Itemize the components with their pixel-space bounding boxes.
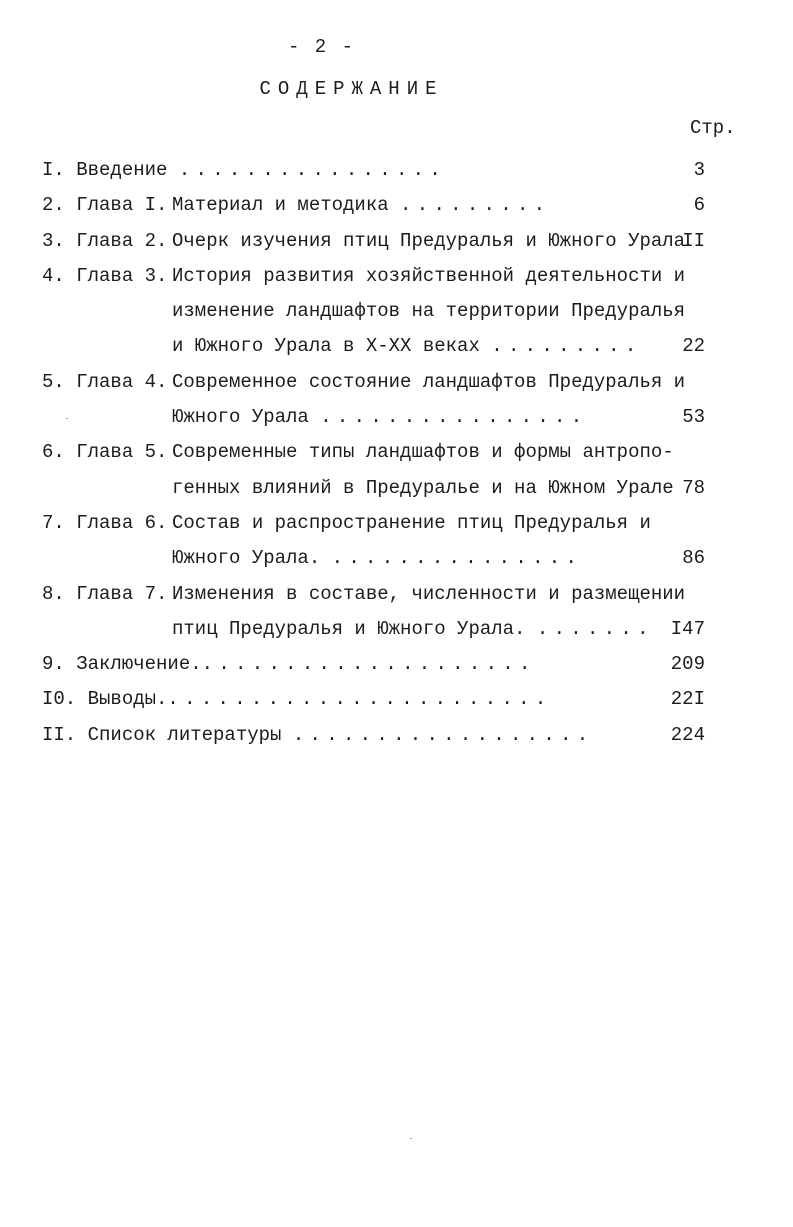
toc-entry-text xyxy=(42,153,446,188)
toc-leader-dots: ............... xyxy=(331,547,583,570)
toc-entry-title: Материал и методика xyxy=(172,194,389,217)
toc-entry-text xyxy=(42,718,594,753)
toc-leader-dots: ....................... xyxy=(167,688,552,711)
toc-entry-continuation xyxy=(0,329,793,364)
toc-leader-dots: .................... xyxy=(201,653,536,676)
toc-entry xyxy=(0,647,793,682)
toc-entry-title: II. Список литературы xyxy=(42,723,282,746)
toc-entry xyxy=(0,718,793,753)
toc-entry-page: 78 xyxy=(682,476,705,499)
toc-entry-text xyxy=(172,541,582,576)
toc-entry-chapter-label: 8. Глава 7. xyxy=(42,582,168,605)
toc-leader-dots: ....... xyxy=(536,617,654,640)
toc-entry-text: генных влияний в Предуралье и на Южном Урале xyxy=(172,476,674,499)
toc-entry-chapter-label: 5. Глава 4. xyxy=(42,370,168,393)
toc-entry-page: 209 xyxy=(670,653,705,676)
toc-entry-text xyxy=(42,682,552,717)
toc-entry-title: I0. Выводы. xyxy=(42,688,168,711)
page-column-label: Стр. xyxy=(690,117,736,139)
toc-entry-title: Южного Урала xyxy=(172,406,309,429)
toc-entry-text: Изменения в составе, численности и размещении xyxy=(172,582,686,605)
toc-entry-text: Современное состояние ландшафтов Предуралья и xyxy=(172,370,686,393)
toc-entry xyxy=(0,188,793,223)
toc-leader-dots: ................ xyxy=(178,159,447,181)
toc-entry-chapter-label: 3. Глава 2. xyxy=(42,229,168,252)
toc-entry-text xyxy=(42,647,536,682)
toc-entry-text: изменение ландшафтов на территории Предуралья xyxy=(172,300,686,323)
toc-entry-continuation xyxy=(0,541,793,576)
toc-entry-page: 3 xyxy=(693,159,705,181)
scan-speck xyxy=(410,1138,412,1139)
toc-entry-title: птиц Предуралья и Южного Урала. xyxy=(172,617,526,640)
toc-entry-page: 22 xyxy=(682,335,705,358)
toc-entry-text xyxy=(172,329,642,364)
toc-leader-dots: ......... xyxy=(400,194,551,217)
toc-entry-continuation xyxy=(0,471,793,506)
toc-entry xyxy=(0,506,793,541)
toc-entry-text: Современные типы ландшафтов и формы антропо- xyxy=(172,441,674,464)
toc-entry xyxy=(0,224,793,259)
page-number: - 2 - xyxy=(287,36,355,58)
toc-entry-page: 53 xyxy=(682,406,705,429)
scan-speck xyxy=(66,418,68,419)
toc-leader-dots: .................. xyxy=(292,723,594,746)
toc-entry xyxy=(0,682,793,717)
toc-entry-text xyxy=(172,400,587,435)
table-of-contents xyxy=(0,153,793,753)
toc-entry xyxy=(0,365,793,400)
toc-entry-page: 86 xyxy=(682,547,705,570)
toc-entry xyxy=(0,259,793,294)
page-title: СОДЕРЖАНИЕ xyxy=(259,78,444,100)
toc-entry-title: и Южного Урала в X-XX веках xyxy=(172,335,480,358)
toc-entry-text: История развития хозяйственной деятельности и xyxy=(172,264,686,287)
toc-entry-page: II xyxy=(682,229,705,252)
toc-entry-text: Очерк изучения птиц Предуралья и Южного Урала xyxy=(172,229,686,252)
toc-entry xyxy=(0,435,793,470)
toc-entry-page: 6 xyxy=(693,194,705,217)
toc-entry-page: 22I xyxy=(670,688,705,711)
toc-entry xyxy=(0,153,793,188)
toc-entry-continuation xyxy=(0,294,793,329)
toc-entry-title: I. Введение xyxy=(42,159,168,181)
toc-entry-continuation xyxy=(0,612,793,647)
toc-entry xyxy=(0,577,793,612)
toc-entry-continuation xyxy=(0,400,793,435)
toc-entry-text xyxy=(172,188,550,223)
toc-entry-chapter-label: 4. Глава 3. xyxy=(42,264,168,287)
toc-entry-page: 224 xyxy=(670,723,705,746)
toc-entry-text xyxy=(172,612,654,647)
toc-leader-dots: ......... xyxy=(491,335,642,358)
toc-entry-page: I47 xyxy=(670,617,705,640)
toc-entry-chapter-label: 2. Глава I. xyxy=(42,194,168,217)
toc-entry-chapter-label: 7. Глава 6. xyxy=(42,511,168,534)
toc-entry-title: 9. Заключение. xyxy=(42,653,202,676)
toc-leader-dots: ................ xyxy=(320,406,588,429)
toc-entry-chapter-label: 6. Глава 5. xyxy=(42,441,168,464)
toc-entry-text: Состав и распространение птиц Предуралья и xyxy=(172,511,651,534)
toc-entry-title: Южного Урала. xyxy=(172,547,321,570)
